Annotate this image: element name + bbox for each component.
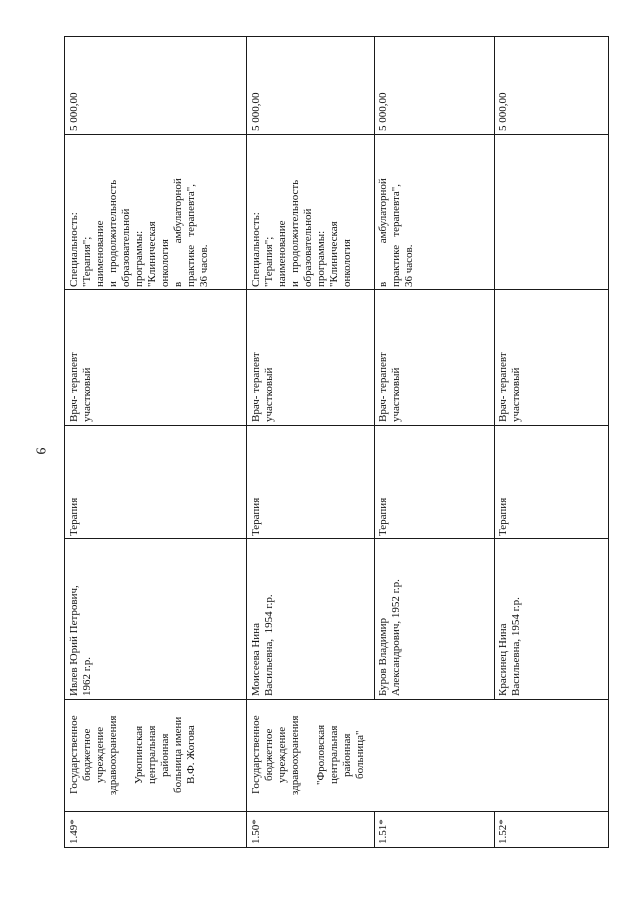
- cell-divider: [374, 538, 494, 539]
- table-border-top: [64, 36, 609, 37]
- row-divider: [246, 36, 247, 847]
- table-border-bottom: [64, 847, 609, 848]
- amount: 5 000,00: [497, 92, 509, 131]
- specialty: Терапия: [377, 497, 389, 536]
- column-divider: [64, 289, 609, 290]
- person-name: Моисеева Нина Васильевна, 1954 г.р.: [250, 594, 275, 696]
- specialty: Терапия: [497, 497, 509, 536]
- row-divider: [374, 36, 375, 699]
- row-divider: [494, 811, 495, 847]
- rotated-table: [64, 36, 609, 847]
- page-number: 9: [32, 447, 48, 455]
- position: Врач- терапевт участковый: [250, 352, 275, 422]
- amount: 5 000,00: [68, 92, 80, 131]
- column-divider: [64, 134, 609, 135]
- institution: Государственное бюджетное учреждение здравоохранения Урюпинская центральная районная больница имени В.Ф. Жогова: [68, 715, 197, 795]
- person-name: Буров Владимир Александрович, 1952 г.р.: [377, 579, 402, 696]
- row-divider: [374, 811, 375, 847]
- row-number: 1.52*: [497, 819, 509, 844]
- column-divider: [64, 425, 609, 426]
- specialty: Терапия: [68, 497, 80, 536]
- specialty: Терапия: [250, 497, 262, 536]
- cell-divider: [494, 538, 609, 539]
- education-program: в амбулаторной практике терапевта", 36 часов.: [377, 178, 415, 287]
- amount: 5 000,00: [377, 92, 389, 131]
- table-border-right: [608, 36, 609, 847]
- amount: 5 000,00: [250, 92, 262, 131]
- education-program: Специальность: "Терапия"; наименование и продолжительность образовательной программы: "Клиническая онкология в амбулаторной практике терапевта", 36 часов.: [68, 178, 210, 287]
- person-name: Ивлев Юрий Петрович, 1962 г.р.: [68, 585, 93, 696]
- institution: Государственное бюджетное учреждение здравоохранения "Фроловская центральная районная больница": [250, 715, 366, 795]
- position: Врач- терапевт участковый: [497, 352, 522, 422]
- education-program: Специальность: "Терапия"; наименование и продолжительность образовательной программы: "Клиническая онкология: [250, 179, 353, 287]
- row-number: 1.51*: [377, 819, 389, 844]
- position: Врач- терапевт участковый: [68, 352, 93, 422]
- column-divider: [64, 699, 609, 700]
- person-name: Красинец Нина Васильевна, 1954 г.р.: [497, 597, 522, 696]
- table-border-left: [64, 36, 65, 847]
- row-divider: [494, 36, 495, 699]
- row-number: 1.49*: [68, 819, 80, 844]
- column-divider: [64, 811, 609, 812]
- position: Врач- терапевт участковый: [377, 352, 402, 422]
- row-number: 1.50*: [250, 819, 262, 844]
